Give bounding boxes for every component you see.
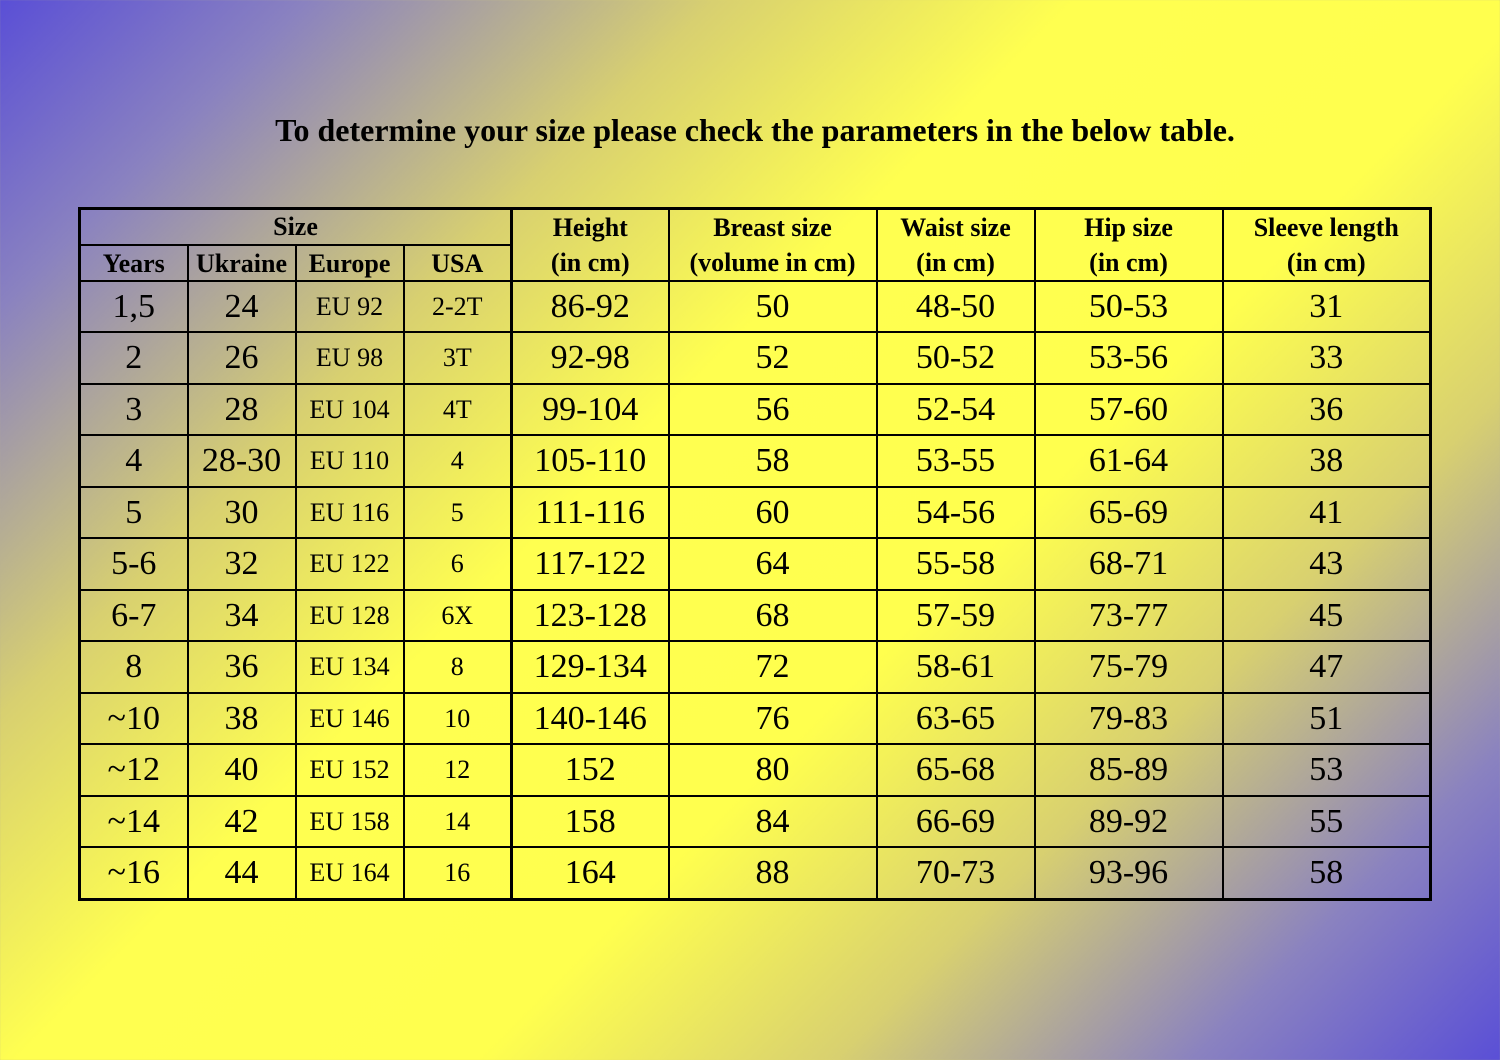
cell-waist: 54-56 bbox=[877, 487, 1035, 538]
cell-europe: EU 104 bbox=[296, 384, 404, 435]
cell-years: 1,5 bbox=[80, 281, 188, 332]
header-size-group: Size bbox=[80, 209, 512, 246]
cell-breast: 56 bbox=[669, 384, 877, 435]
cell-waist: 55-58 bbox=[877, 538, 1035, 589]
table-row bbox=[80, 847, 1431, 899]
cell-ukraine: 44 bbox=[188, 847, 296, 899]
cell-usa: 5 bbox=[404, 487, 512, 538]
cell-height: 99-104 bbox=[512, 384, 669, 435]
cell-ukraine: 26 bbox=[188, 332, 296, 383]
cell-height: 152 bbox=[512, 744, 669, 795]
cell-ukraine: 24 bbox=[188, 281, 296, 332]
cell-ukraine: 32 bbox=[188, 538, 296, 589]
table-row bbox=[80, 435, 1431, 486]
cell-europe: EU 92 bbox=[296, 281, 404, 332]
cell-hip: 68-71 bbox=[1035, 538, 1223, 589]
table-row bbox=[80, 487, 1431, 538]
cell-years: ~16 bbox=[80, 847, 188, 899]
table-row bbox=[80, 796, 1431, 847]
cell-europe: EU 158 bbox=[296, 796, 404, 847]
cell-ukraine: 36 bbox=[188, 641, 296, 692]
cell-ukraine: 30 bbox=[188, 487, 296, 538]
cell-usa: 10 bbox=[404, 693, 512, 744]
cell-europe: EU 110 bbox=[296, 435, 404, 486]
cell-breast: 68 bbox=[669, 590, 877, 641]
table-row bbox=[80, 384, 1431, 435]
cell-height: 86-92 bbox=[512, 281, 669, 332]
cell-sleeve: 51 bbox=[1223, 693, 1431, 744]
cell-height: 111-116 bbox=[512, 487, 669, 538]
cell-waist: 57-59 bbox=[877, 590, 1035, 641]
cell-height: 92-98 bbox=[512, 332, 669, 383]
table-row bbox=[80, 744, 1431, 795]
table-row bbox=[80, 693, 1431, 744]
cell-hip: 89-92 bbox=[1035, 796, 1223, 847]
cell-sleeve: 53 bbox=[1223, 744, 1431, 795]
size-table-body bbox=[80, 281, 1431, 900]
cell-usa: 4 bbox=[404, 435, 512, 486]
table-row bbox=[80, 281, 1431, 332]
cell-breast: 76 bbox=[669, 693, 877, 744]
cell-usa: 6X bbox=[404, 590, 512, 641]
cell-usa: 2-2T bbox=[404, 281, 512, 332]
cell-europe: EU 164 bbox=[296, 847, 404, 899]
cell-hip: 79-83 bbox=[1035, 693, 1223, 744]
cell-hip: 75-79 bbox=[1035, 641, 1223, 692]
cell-height: 158 bbox=[512, 796, 669, 847]
table-row bbox=[80, 641, 1431, 692]
header-years: Years bbox=[80, 245, 188, 281]
cell-europe: EU 146 bbox=[296, 693, 404, 744]
cell-waist: 52-54 bbox=[877, 384, 1035, 435]
cell-sleeve: 38 bbox=[1223, 435, 1431, 486]
cell-breast: 72 bbox=[669, 641, 877, 692]
cell-europe: EU 116 bbox=[296, 487, 404, 538]
cell-waist: 58-61 bbox=[877, 641, 1035, 692]
cell-europe: EU 128 bbox=[296, 590, 404, 641]
cell-sleeve: 58 bbox=[1223, 847, 1431, 899]
cell-sleeve: 55 bbox=[1223, 796, 1431, 847]
cell-height: 164 bbox=[512, 847, 669, 899]
cell-waist: 65-68 bbox=[877, 744, 1035, 795]
cell-usa: 16 bbox=[404, 847, 512, 899]
cell-hip: 93-96 bbox=[1035, 847, 1223, 899]
cell-waist: 63-65 bbox=[877, 693, 1035, 744]
cell-usa: 14 bbox=[404, 796, 512, 847]
cell-sleeve: 33 bbox=[1223, 332, 1431, 383]
cell-breast: 64 bbox=[669, 538, 877, 589]
cell-waist: 66-69 bbox=[877, 796, 1035, 847]
cell-sleeve: 45 bbox=[1223, 590, 1431, 641]
header-hip-size: Hip size (in cm) bbox=[1035, 209, 1223, 282]
cell-europe: EU 134 bbox=[296, 641, 404, 692]
cell-sleeve: 47 bbox=[1223, 641, 1431, 692]
cell-years: 2 bbox=[80, 332, 188, 383]
table-row bbox=[80, 538, 1431, 589]
cell-years: ~14 bbox=[80, 796, 188, 847]
cell-years: ~10 bbox=[80, 693, 188, 744]
cell-ukraine: 40 bbox=[188, 744, 296, 795]
cell-hip: 50-53 bbox=[1035, 281, 1223, 332]
cell-height: 140-146 bbox=[512, 693, 669, 744]
cell-height: 117-122 bbox=[512, 538, 669, 589]
cell-ukraine: 34 bbox=[188, 590, 296, 641]
header-europe: Europe bbox=[296, 245, 404, 281]
header-waist-size: Waist size (in cm) bbox=[877, 209, 1035, 282]
size-chart-table bbox=[78, 207, 1432, 901]
cell-breast: 50 bbox=[669, 281, 877, 332]
cell-breast: 58 bbox=[669, 435, 877, 486]
cell-years: 6-7 bbox=[80, 590, 188, 641]
cell-hip: 53-56 bbox=[1035, 332, 1223, 383]
cell-sleeve: 31 bbox=[1223, 281, 1431, 332]
cell-years: 5 bbox=[80, 487, 188, 538]
cell-usa: 8 bbox=[404, 641, 512, 692]
cell-hip: 57-60 bbox=[1035, 384, 1223, 435]
cell-breast: 52 bbox=[669, 332, 877, 383]
cell-ukraine: 38 bbox=[188, 693, 296, 744]
cell-usa: 3T bbox=[404, 332, 512, 383]
cell-waist: 70-73 bbox=[877, 847, 1035, 899]
cell-hip: 73-77 bbox=[1035, 590, 1223, 641]
cell-years: ~12 bbox=[80, 744, 188, 795]
cell-breast: 80 bbox=[669, 744, 877, 795]
header-ukraine: Ukraine bbox=[188, 245, 296, 281]
cell-waist: 53-55 bbox=[877, 435, 1035, 486]
cell-breast: 84 bbox=[669, 796, 877, 847]
table-row bbox=[80, 332, 1431, 383]
cell-ukraine: 28-30 bbox=[188, 435, 296, 486]
header-breast-size: Breast size (volume in cm) bbox=[669, 209, 877, 282]
header-height: Height (in cm) bbox=[512, 209, 669, 282]
cell-ukraine: 28 bbox=[188, 384, 296, 435]
cell-europe: EU 122 bbox=[296, 538, 404, 589]
page-title: To determine your size please check the parameters in the below table. bbox=[275, 112, 1235, 148]
cell-years: 4 bbox=[80, 435, 188, 486]
cell-breast: 60 bbox=[669, 487, 877, 538]
cell-years: 8 bbox=[80, 641, 188, 692]
cell-hip: 85-89 bbox=[1035, 744, 1223, 795]
cell-height: 105-110 bbox=[512, 435, 669, 486]
cell-europe: EU 152 bbox=[296, 744, 404, 795]
cell-waist: 50-52 bbox=[877, 332, 1035, 383]
cell-usa: 12 bbox=[404, 744, 512, 795]
cell-height: 123-128 bbox=[512, 590, 669, 641]
cell-breast: 88 bbox=[669, 847, 877, 899]
cell-sleeve: 36 bbox=[1223, 384, 1431, 435]
cell-sleeve: 43 bbox=[1223, 538, 1431, 589]
header-usa: USA bbox=[404, 245, 512, 281]
cell-usa: 6 bbox=[404, 538, 512, 589]
cell-europe: EU 98 bbox=[296, 332, 404, 383]
table-row bbox=[80, 590, 1431, 641]
cell-usa: 4T bbox=[404, 384, 512, 435]
cell-hip: 61-64 bbox=[1035, 435, 1223, 486]
cell-years: 3 bbox=[80, 384, 188, 435]
cell-waist: 48-50 bbox=[877, 281, 1035, 332]
header-sleeve-length: Sleeve length (in cm) bbox=[1223, 209, 1431, 282]
header-row-top bbox=[80, 209, 1431, 246]
cell-hip: 65-69 bbox=[1035, 487, 1223, 538]
cell-years: 5-6 bbox=[80, 538, 188, 589]
cell-ukraine: 42 bbox=[188, 796, 296, 847]
cell-sleeve: 41 bbox=[1223, 487, 1431, 538]
cell-height: 129-134 bbox=[512, 641, 669, 692]
